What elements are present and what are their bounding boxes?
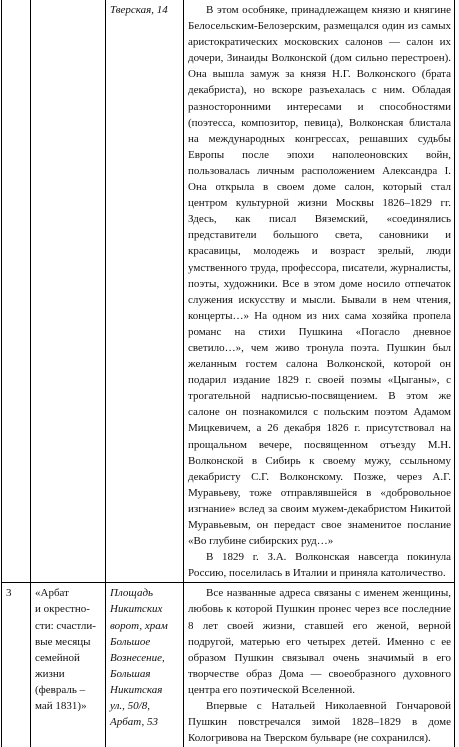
description-cell — [184, 583, 455, 747]
address-line: Никитских — [110, 603, 163, 616]
address-line: Арбат, 53 — [110, 716, 158, 729]
route-title-line: май 1831)» — [35, 700, 87, 713]
address-line: Площадь — [110, 587, 154, 600]
route-title-cell — [31, 583, 106, 747]
route-title-line: сти: счастли- — [35, 619, 96, 632]
description-paragraph: Все названные адреса связаны с именем женщины, любовь к которой Пушкин пронес через все последние 8 лет своей жизни, ставшей его женой, верной подругой, матерью его четырех детей. Именно с ее образом Пушкин связывал очень значимый в его творчестве образ Дома — своеобразного духовного центра его поэтической Вселенной. — [188, 587, 451, 696]
route-title-line: семейной — [35, 651, 80, 664]
table-row — [2, 0, 455, 583]
row-number-cell — [2, 0, 31, 583]
address-text: Тверская, 14 — [110, 4, 168, 16]
route-title-line: «Арбат — [35, 587, 69, 600]
address-line: Большое — [110, 635, 151, 648]
address-line: ул., 50/8, — [110, 700, 150, 713]
address-line: Большая — [110, 667, 151, 680]
address-cell — [106, 0, 184, 583]
route-title-line: и окрестно- — [35, 603, 90, 616]
address-line: Никитская — [110, 683, 163, 696]
route-title-line: (февраль – — [35, 683, 86, 696]
route-title-line: жизни — [35, 667, 65, 680]
table-row — [2, 583, 455, 747]
description-paragraph: В 1829 г. З.А. Волконская навсегда покинула Россию, поселилась в Италии и приняла католичество. — [188, 551, 451, 580]
description-paragraph: Впервые с Натальей Николаевной Гончаровой Пушкин повстречался зимой 1828–1829 в доме Кологривова на Тверском бульваре (не сохранился). — [188, 700, 451, 745]
description-paragraph: В этом особняке, принадлежащем князю и княгине Белосельским-Белозерским, размещался один из самых аристократических московских салонов — салон их дочери, Зинаиды Волконской (дом сильно перестроен). Она вышла замуж за князя Н.Г. Волконского (брата декабриста), но вскоре разъехалась с ним. Обладая разносторонними интересами и способностями (поэтесса, композитор, певица), Волконская блистала на международных конгрессах, решавших судьбы Европы после эпохи наполеоновских войн, пользовалась личным расположением Александра I. Она открыла в своем доме салон, который стал центром культурной жизни Москвы 1826–1829 гг. Здесь, как писал Вяземский, «соединялись представители большого света, сановники и красавицы, молодежь и возраст зрелый, люди умственного труда, профессора, писатели, журналисты, поэты, художники. Все в этом доме носило отпечаток служения искусству и мысли. Бывали в нем чтения, концерты…» На одном из них сама хозяйка пропела романс на стихи Пушкина «Погасло дневное светило…», чем живо тронула поэта. Пушкин был желанным гостем салона Волконской, которой он подарил издание 1829 г. своей поэмы «Цыганы», с трогательной надписью-посвящением. В этом же салоне он познакомился с польским поэтом Адамом Мицкевичем, а 26 декабря 1826 г. присутствовал на прощальном вечере, посвященном отъезду М.Н. Волконской в Сибирь к своему мужу, ссыльному декабристу С.Г. Волконскому. Позже, через А.Г. Муравьеву, тоже отправлявшейся в «добровольное изгнание» вслед за своим мужем-декабристом Никитой Муравьевым, он передаст свое знаменитое послание «Во глубине сибирских руд…» — [188, 4, 451, 548]
address-cell — [106, 583, 184, 747]
row-number-cell: 3 — [2, 583, 31, 747]
route-title-line: вые месяцы — [35, 635, 91, 648]
addresses-table — [1, 0, 455, 747]
description-cell — [184, 0, 455, 583]
address-line: Вознесение, — [110, 651, 165, 664]
route-title-cell — [31, 0, 106, 583]
address-line: ворот, храм — [110, 619, 168, 632]
